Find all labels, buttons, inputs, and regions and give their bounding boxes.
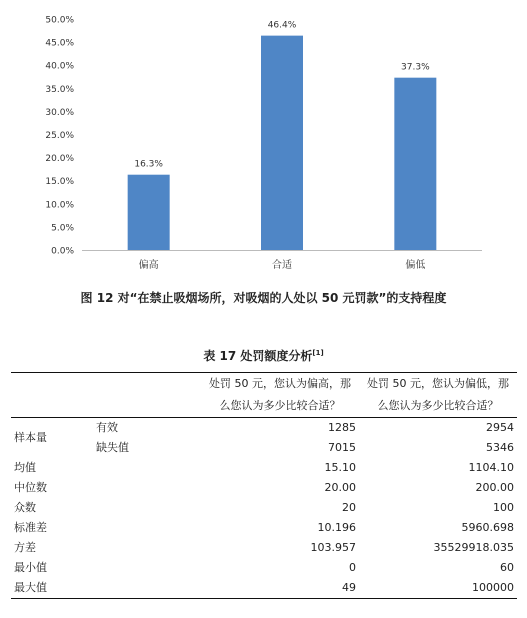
row-sublabel (93, 538, 201, 558)
stats-table (11, 372, 517, 599)
y-tick-label: 30.0% (45, 107, 74, 118)
data-label: 37.3% (401, 62, 430, 73)
row-sublabel (93, 458, 201, 478)
row-sublabel: 缺失值 (96, 441, 129, 454)
table-row (11, 458, 517, 478)
table-row (11, 538, 517, 558)
table-header-row-2 (11, 395, 517, 418)
figure-caption: 图 12 对“在禁止吸烟场所，对吸烟的人处以 50 元罚款”的支持程度 (80, 291, 447, 305)
row-value-col1: 7015 (328, 441, 356, 454)
table-caption-ref: [1] (312, 349, 324, 357)
y-tick-label: 0.0% (51, 246, 74, 257)
row-value-col2: 100000 (359, 578, 517, 599)
x-category-label: 偏高 (138, 260, 159, 271)
x-category-label: 合适 (272, 260, 292, 271)
y-tick-label: 10.0% (45, 200, 74, 211)
row-value-col2: 2954 (486, 421, 514, 434)
table-row (11, 478, 517, 498)
y-tick-label: 35.0% (45, 84, 74, 95)
row-value-col2: 5960.698 (461, 521, 514, 534)
y-tick-label: 15.0% (45, 177, 74, 188)
row-value-col1: 15.10 (324, 461, 356, 474)
data-label: 46.4% (267, 20, 297, 31)
row-value-col2: 1104.10 (468, 461, 514, 474)
y-tick-label: 5.0% (51, 223, 74, 234)
row-sublabel (93, 558, 201, 578)
table-row (11, 498, 517, 518)
col2-header-line2: 么您认为多少比较合适？ (359, 395, 517, 418)
row-sublabel (93, 518, 201, 538)
row-label: 众数 (14, 501, 36, 514)
row-label: 样本量 (14, 431, 47, 444)
row-value-col2: 200.00 (475, 481, 514, 494)
data-label: 16.3% (134, 159, 163, 170)
y-tick-label: 40.0% (45, 61, 74, 72)
row-label: 中位数 (14, 481, 47, 494)
row-value-col2: 100 (493, 501, 514, 514)
bar (128, 175, 170, 250)
y-tick-label: 50.0% (45, 15, 74, 26)
row-value-col2: 35529918.035 (433, 541, 514, 554)
table-row (11, 418, 517, 439)
x-category-label: 偏低 (405, 260, 426, 271)
row-label: 方差 (14, 541, 36, 554)
row-value-col1: 20 (342, 501, 356, 514)
row-value-col1: 1285 (328, 421, 356, 434)
bar (261, 36, 303, 250)
col1-header-line2: 么您认为多少比较合适？ (201, 395, 359, 418)
row-value-col1: 20.00 (324, 481, 356, 494)
row-label: 均值 (14, 461, 36, 474)
row-value-col1: 0 (349, 561, 356, 574)
table-row (11, 578, 517, 599)
row-sublabel (93, 498, 201, 518)
table-body (11, 418, 517, 599)
bar-chart (0, 0, 527, 290)
table-caption-text: 表 17 处罚额度分析 (203, 349, 313, 363)
col2-header-line1: 处罚 50 元，您认为偏低，那 (359, 373, 517, 396)
y-tick-label: 45.0% (45, 38, 74, 49)
table-header-row-1 (11, 373, 517, 396)
row-value-col1: 10.196 (317, 521, 356, 534)
row-sublabel (93, 578, 201, 599)
table-caption (0, 347, 527, 364)
y-tick-label: 25.0% (45, 131, 74, 141)
row-label: 标准差 (14, 521, 47, 534)
row-sublabel (93, 478, 201, 498)
bar (394, 78, 436, 250)
col1-header-line1: 处罚 50 元，您认为偏高，那 (201, 373, 359, 396)
row-value-col1: 103.957 (310, 541, 356, 554)
row-value-col2: 60 (500, 561, 514, 574)
row-sublabel: 有效 (96, 421, 118, 434)
row-value-col2: 5346 (486, 441, 514, 454)
row-label: 最小值 (14, 561, 47, 574)
y-tick-label: 20.0% (45, 154, 74, 165)
table-row (11, 518, 517, 538)
row-value-col1: 49 (201, 578, 359, 599)
table-row (11, 558, 517, 578)
row-label: 最大值 (11, 578, 93, 599)
